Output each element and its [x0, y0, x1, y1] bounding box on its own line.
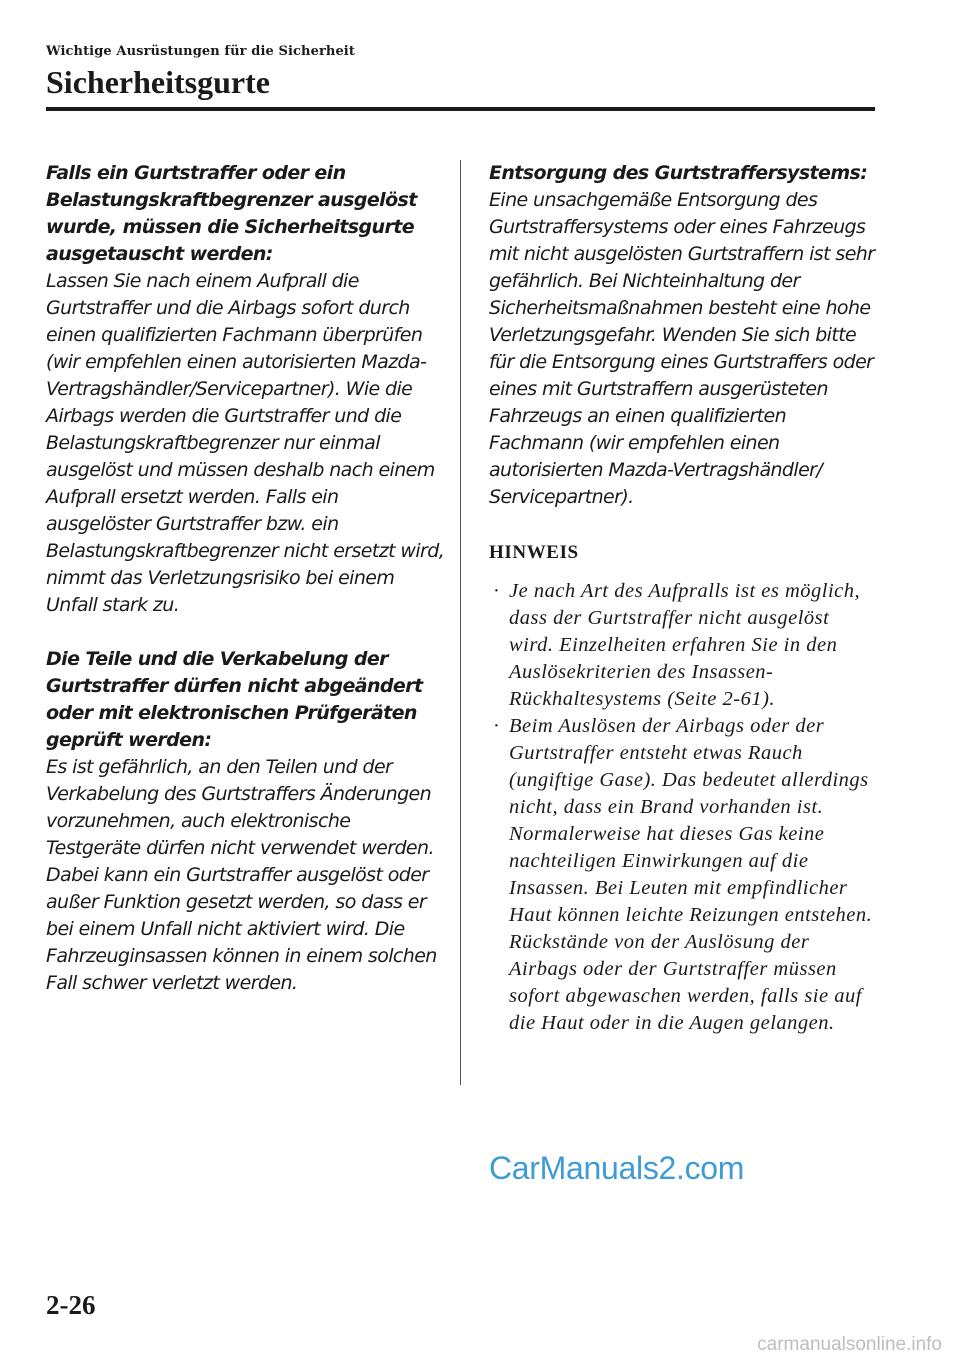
warning-body-1: Lassen Sie nach einem Aufprall die Gurtstraffer und die Airbags sofort durch einen qualifizierten Fachmann überprüfen (wir empfehlen einen autorisierten Mazda-Vertragshändler/Servicepartner). Wie die Airbags werden die Gurtstraffer und die Belastungskraftbegrenzer nur einmal ausgelöst und müssen deshalb nach einem Aufprall ersetzt werden. Falls ein ausgelöster Gurtstraffer bzw. ein Belastungskraftbegrenzer nicht ersetzt wird, nimmt das Verletzungsrisiko bei einem Unfall stark zu.: [46, 270, 445, 616]
column-divider: [460, 160, 461, 1085]
page-number: 2-26: [46, 1290, 96, 1320]
breadcrumb: Wichtige Ausrüstungen für die Sicherheit: [46, 44, 355, 59]
bullet-icon: ·: [493, 580, 501, 602]
footer-watermark: carmanualsonline.info: [757, 1334, 942, 1355]
disposal-body: Eine unsachgemäße Entsorgung des Gurtstraffersystems oder eines Fahrzeugs mit nicht ausgelösten Gurtstraffern ist sehr gefährlich. Bei Nichteinhaltung der Sicherheitsmaßnahmen besteht eine hohe Verletzungsgefahr. Wenden Sie sich bitte für die Entsorgung eines Gurtstraffers oder eines mit Gurtstraffern ausgerüsteten Fahrzeugs an einen qualifizierten Fachmann (wir empfehlen einen autorisierten Mazda-Vertragshändler/ Servicepartner).: [489, 189, 875, 508]
note-item: [489, 713, 879, 1037]
note-list: [489, 578, 879, 1037]
warning-body-2: Es ist gefährlich, an den Teilen und der Verkabelung des Gurtstraffers Änderungen vorzunehmen, auch elektronische Testgeräte dürfen nicht verwendet werden. Dabei kann ein Gurtstraffer ausgelöst oder außer Funktion gesetzt werden, so dass er bei einem Unfall nicht aktiviert wird. Die Fahrzeuginsassen können in einem solchen Fall schwer verletzt werden.: [46, 756, 437, 994]
warning-heading-1: Falls ein Gurtstraffer oder ein Belastungskraftbegrenzer ausgelöst wurde, müssen die Sicherheitsgurte ausgetauscht werden:: [46, 162, 417, 265]
disposal-heading: Entsorgung des Gurtstraffersystems:: [489, 162, 868, 184]
bullet-icon: ·: [493, 715, 501, 737]
note-text: Beim Auslösen der Airbags oder der Gurtstraffer entsteht etwas Rauch (ungiftige Gase). Das bedeutet allerdings nicht, dass ein Brand vorhanden ist. Normalerweise hat dieses Gas keine nachteiligen Einwirkungen auf die Insassen. Bei Leuten mit empfindlicher Haut können leichte Reizungen entstehen. Rückstände von der Auslösung der Airbags oder der Gurtstraffer müssen sofort abgewaschen werden, falls sie auf die Haut oder in die Augen gelangen.: [509, 715, 873, 1034]
watermark: CarManuals2.com: [489, 1150, 745, 1186]
note-text: Je nach Art des Aufpralls ist es möglich, dass der Gurtstraffer nicht ausgelöst wird. Einzelheiten erfahren Sie in den Auslösekriterien des Insassen-Rückhaltesystems (Seite 2-61).: [509, 580, 861, 710]
section-gap: [46, 619, 446, 646]
title-rule: [46, 107, 875, 111]
page-title: Sicherheitsgurte: [46, 64, 270, 100]
warning-heading-2: Die Teile und die Verkabelung der Gurtstraffer dürfen nicht abgeändert oder mit elektronischen Prüfgeräten geprüft werden:: [46, 648, 423, 751]
note-heading: HINWEIS: [489, 542, 579, 563]
note-item: [489, 578, 879, 713]
right-column: [489, 160, 879, 1037]
left-column: [46, 160, 446, 997]
